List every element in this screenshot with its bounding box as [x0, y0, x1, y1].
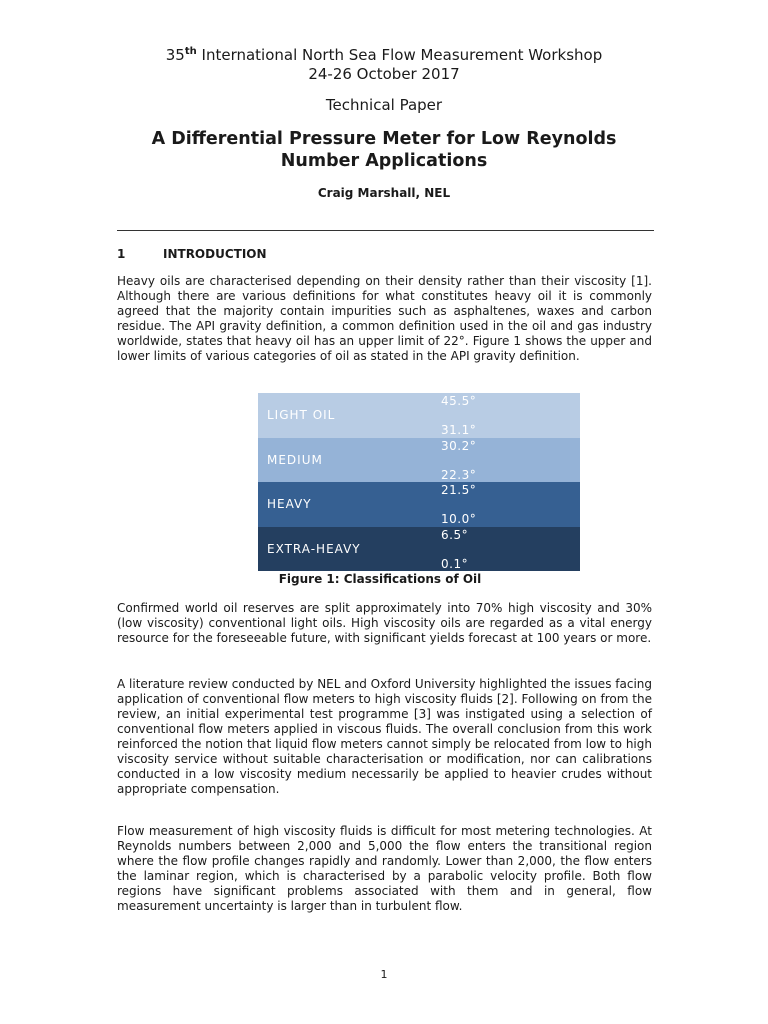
- band-medium: [258, 438, 580, 483]
- workshop-title: [0, 42, 768, 65]
- band-light-oil: [258, 393, 580, 438]
- band-upper-limit: 21.5°: [441, 483, 477, 497]
- workshop-dates: 24-26 October 2017: [308, 65, 460, 83]
- band-label: HEAVY: [267, 497, 312, 511]
- paragraph-3: A literature review conducted by NEL and Oxford University highlighted the issues facing application of conventional flow meters to high viscosity fluids [2]. Following on from the review, an initial experimental test programme [3] was instigated using a selection of conventional flow meters applied in viscous fluids. The overall conclusion from this work reinforced the notion that liquid flow meters cannot simply be relocated from low to high viscosity service without suitable characterisation or modification, nor can calibrations conducted in a low viscosity medium necessarily be applied to heavier crudes without appropriate compensation.: [117, 677, 652, 796]
- band-lower-limit: 10.0°: [441, 512, 477, 526]
- section-divider: [117, 230, 654, 231]
- page-number: 1: [380, 968, 388, 981]
- band-label: LIGHT OIL: [267, 408, 336, 422]
- band-upper-limit: 6.5°: [441, 527, 469, 542]
- band-lower-limit: 0.1°: [441, 556, 469, 571]
- paper-author: Craig Marshall, NEL: [317, 186, 451, 200]
- band-label: EXTRA-HEAVY: [267, 541, 361, 556]
- paper-title: [0, 128, 768, 172]
- band-lower-limit: 22.3°: [441, 467, 477, 482]
- band-upper-limit: 30.2°: [441, 438, 477, 453]
- paper-title-line-2: Number Applications: [280, 151, 488, 171]
- figure-caption-text: Figure 1: Classifications of Oil: [278, 572, 482, 586]
- section-title: INTRODUCTION: [163, 247, 267, 261]
- figure-caption: [0, 572, 768, 586]
- paragraph-2: Confirmed world oil reserves are split approximately into 70% high viscosity and 30% (low viscosity) conventional light oils. High viscosity oils are regarded as a vital energy resource for the foreseeable future, with significant yields forecast at 100 years or more.: [117, 601, 652, 645]
- workshop-number: 35: [165, 46, 185, 64]
- section-heading: [117, 247, 267, 261]
- paper-type: Technical Paper: [325, 96, 443, 114]
- section-number: 1: [117, 247, 126, 261]
- band-label: MEDIUM: [267, 452, 323, 467]
- band-upper-limit: 45.5°: [441, 394, 477, 408]
- band-extra-heavy: [258, 527, 580, 572]
- workshop-name: International North Sea Flow Measurement Workshop: [196, 46, 603, 64]
- oil-classification-figure: [258, 393, 580, 571]
- workshop-ordinal-suffix: th: [184, 46, 197, 57]
- paragraph-1: Heavy oils are characterised depending on their density rather than their viscosity [1]. Although there are various definitions for what constitutes heavy oil it is commonly agreed that the majority contain impurities such as asphaltenes, waxes and carbon residue. The API gravity definition, a common definition used in the oil and gas industry worldwide, states that heavy oil has an upper limit of 22°. Figure 1 shows the upper and lower limits of various categories of oil as stated in the API gravity definition.: [117, 274, 652, 363]
- workshop-header: [0, 42, 768, 84]
- paper-title-line-1: A Differential Pressure Meter for Low Reynolds: [151, 129, 617, 149]
- band-heavy: [258, 482, 580, 527]
- band-lower-limit: 31.1°: [441, 423, 477, 437]
- paragraph-4: Flow measurement of high viscosity fluids is difficult for most metering technologies. At Reynolds numbers between 2,000 and 5,000 the flow enters the transitional region where the flow profile changes rapidly and randomly. Lower than 2,000, the flow enters the laminar region, which is characterised by a parabolic velocity profile. Both flow regions have significant problems associated with them and in general, flow measurement uncertainty is larger than in turbulent flow.: [117, 824, 652, 913]
